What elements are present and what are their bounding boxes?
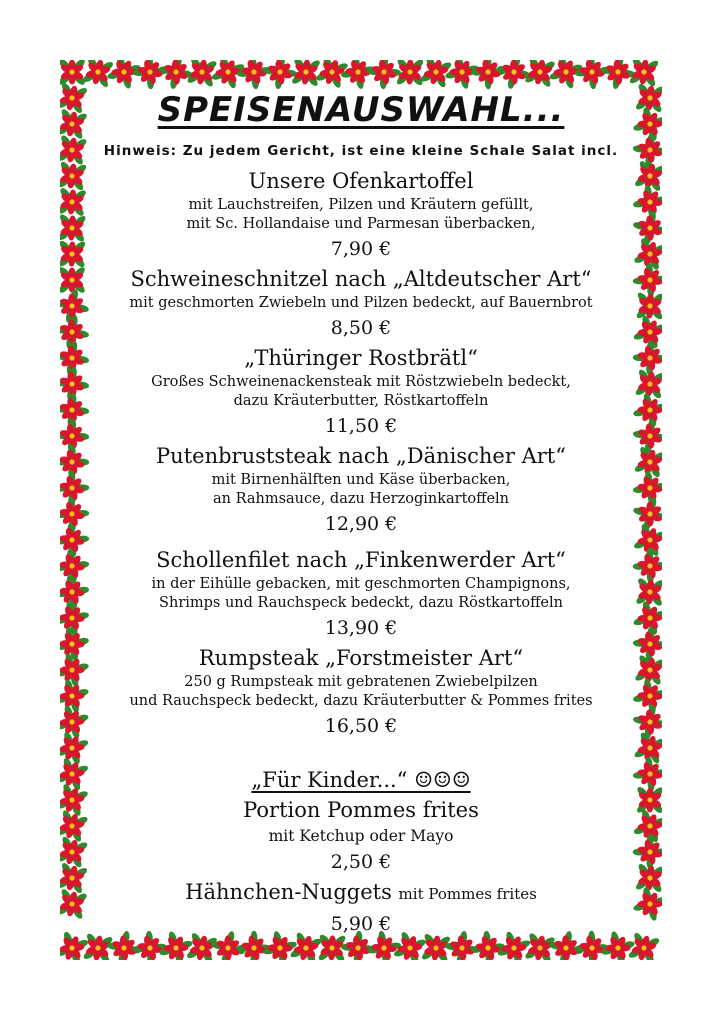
dish-desc: mit Sc. Hollandaise und Parmesan überbacken, (186, 216, 536, 232)
dish-desc: mit Lauchstreifen, Pilzen und Kräutern gefüllt, (188, 197, 534, 213)
poinsettia-icon (635, 785, 662, 815)
page-title: SPEISENAUSWAHL... (157, 90, 565, 130)
dish-ofenkartoffel (90, 166, 632, 264)
dish-desc: Shrimps und Rauchspeck bedeckt, dazu Röstkartoffeln (159, 595, 563, 611)
dish-name: „Thüringer Rostbrätl“ (244, 346, 478, 370)
dish-desc: Großes Schweinenackensteak mit Röstzwiebeln bedeckt, (151, 374, 571, 390)
dish-desc: und Rauchspeck bedeckt, dazu Kräuterbutter & Pommes frites (129, 693, 593, 709)
dish-name: Rumpsteak „Forstmeister Art“ (198, 646, 524, 670)
dish-desc: mit Birnenhälften und Käse überbacken, (211, 472, 511, 488)
poinsettia-icon (60, 887, 89, 922)
poinsettia-icon (60, 186, 88, 218)
dish-name: Putenbruststeak nach „Dänischer Art“ (156, 444, 566, 468)
dish-price: 11,50 € (324, 415, 398, 437)
dish-price: 12,90 € (324, 513, 398, 535)
poinsettia-icon (60, 239, 87, 269)
salad-hint: Hinweis: Zu jedem Gericht, ist eine kleine Schale Salat incl. (103, 143, 619, 159)
poinsettia-icon (60, 441, 93, 482)
poinsettia-icon (60, 60, 87, 87)
dish-price: 16,50 € (324, 715, 398, 737)
dish-name: Schollenfilet nach „Finkenwerder Art“ (156, 548, 566, 572)
dish-price: 8,50 € (330, 317, 392, 339)
dish-price: 7,90 € (330, 238, 392, 260)
poinsettia-icon (60, 159, 89, 192)
kids-heading: „Für Kinder...“ ☺☺☺ (251, 768, 471, 792)
dish-desc: an Rahmsauce, dazu Herzoginkartoffeln (213, 491, 509, 507)
dish-desc: mit Ketchup oder Mayo (268, 827, 454, 845)
dish-name: Hähnchen-Nuggets (185, 880, 392, 904)
kids-item-nuggets (90, 877, 632, 939)
kids-item-pommes (90, 795, 632, 877)
menu-page (90, 88, 632, 939)
dish-desc: mit geschmorten Zwiebeln und Pilzen bedeckt, auf Bauernbrot (129, 295, 593, 311)
dish-schollenfilet (90, 545, 632, 643)
poinsettia-icon (60, 133, 89, 167)
poinsettia-icon (631, 807, 662, 845)
dish-price: 5,90 € (330, 913, 392, 935)
dish-name: Portion Pommes frites (243, 798, 479, 822)
dish-name: Schweineschnitzel nach „Altdeutscher Art“ (130, 267, 592, 291)
dish-desc: in der Eihülle gebacken, mit geschmorten Champignons, (151, 576, 571, 592)
poinsettia-icon (60, 467, 93, 508)
dish-price: 13,90 € (324, 617, 398, 639)
dish-rumpsteak (90, 643, 632, 741)
poinsettia-icon (60, 212, 88, 243)
dish-putenbruststeak (90, 441, 632, 539)
dish-line (90, 877, 632, 909)
dish-name: Unsere Ofenkartoffel (248, 169, 474, 193)
poinsettia-icon (635, 291, 662, 322)
dish-desc: mit Pommes frites (398, 885, 537, 903)
dish-desc: 250 g Rumpsteak mit gebratenen Zwiebelpilzen (184, 674, 538, 690)
poinsettia-icon (60, 265, 87, 294)
poinsettia-icon (60, 389, 93, 430)
poinsettia-icon (60, 415, 93, 456)
dish-rostbraetl (90, 343, 632, 441)
dish-schweineschnitzel (90, 264, 632, 343)
poinsettia-icon (60, 493, 93, 534)
dish-price: 2,50 € (330, 851, 392, 873)
dish-desc: dazu Kräuterbutter, Röstkartoffeln (233, 393, 489, 409)
